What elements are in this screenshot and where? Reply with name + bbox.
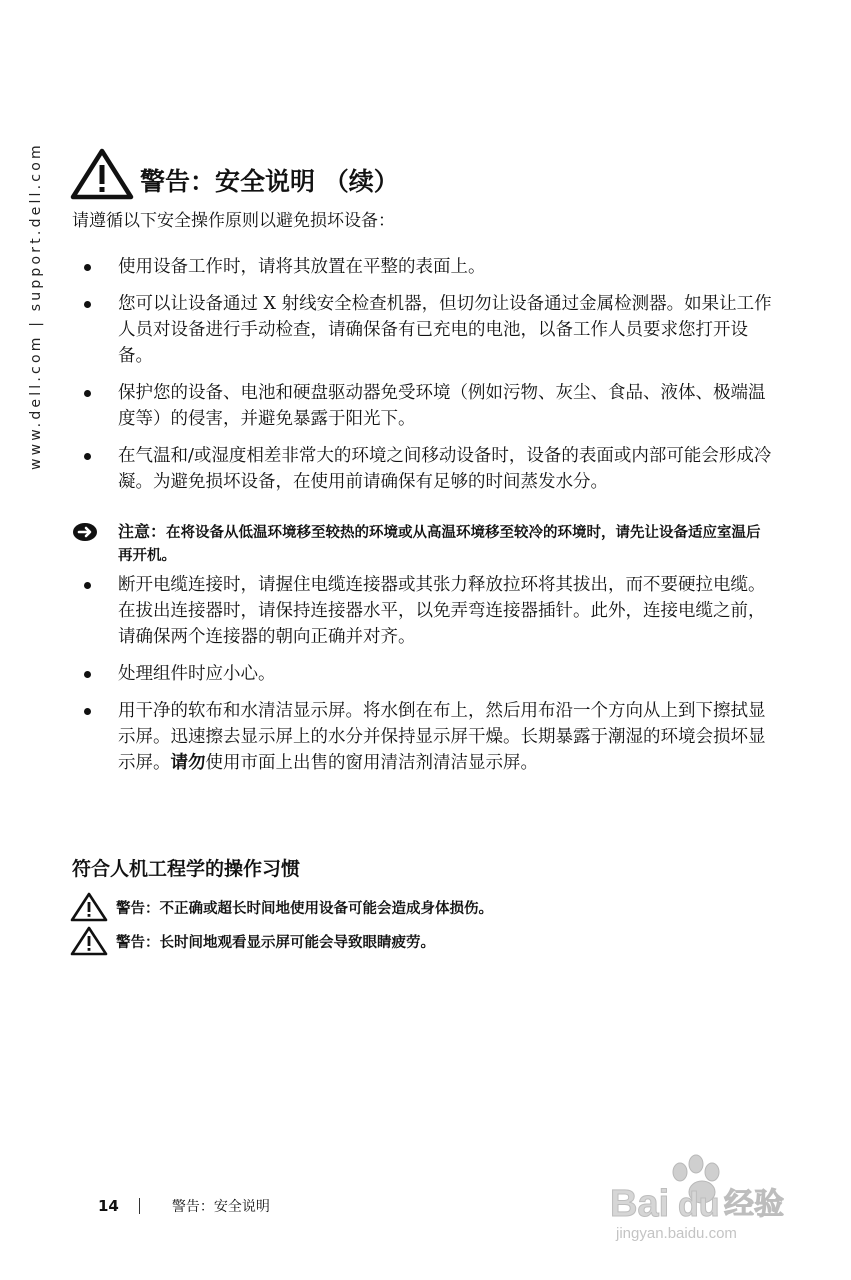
baidu-watermark xyxy=(608,1150,798,1246)
footer-title: 警告：安全说明 xyxy=(171,1199,270,1215)
notice-label: 注意： xyxy=(118,522,167,541)
side-url: www.dell.com | support.dell.com xyxy=(28,142,44,470)
page-heading xyxy=(70,148,399,200)
list-item: 您可以让设备通过 X 射线安全检查机器，但切勿让设备通过金属检测器。如果让工作人员对设备进行手动检查，请确保备有已充电的电池，以备工作人员要求您打开设备。 xyxy=(72,291,772,369)
page-title: 警告：安全说明 （续） xyxy=(140,167,399,196)
section-title: 符合人机工程学的操作习惯 xyxy=(72,858,301,880)
list-item: 处理组件时应小心。 xyxy=(72,661,772,687)
watermark-url: jingyan.baidu.com xyxy=(616,1225,737,1242)
handling-list xyxy=(72,572,772,787)
emphasis-text: 请勿 xyxy=(170,753,206,773)
footer-divider xyxy=(139,1198,140,1214)
intro-text: 请遵循以下安全操作原则以避免损坏设备： xyxy=(72,211,395,231)
watermark-brand-b: du xyxy=(678,1186,720,1224)
list-item: 使用设备工作时，请将其放置在平整的表面上。 xyxy=(72,254,772,280)
list-item: 断开电缆连接时，请握住电缆连接器或其张力释放拉环将其拔出，而不要硬拉电缆。在拔出连接器时，请保持连接器水平，以免弄弯连接器插针。此外，连接电缆之前，请确保两个连接器的朝向正确并对齐。 xyxy=(72,572,772,650)
precaution-list xyxy=(72,254,772,506)
list-item: 在气温和/或湿度相差非常大的环境之间移动设备时，设备的表面或内部可能会形成冷凝。为避免损坏设备，在使用前请确保有足够的时间蒸发水分。 xyxy=(72,443,772,495)
warning-triangle-icon xyxy=(70,926,108,956)
notice-box xyxy=(72,520,762,568)
warning-triangle-icon xyxy=(70,892,108,922)
watermark-brand-cn: 经验 xyxy=(724,1187,784,1222)
notice-icon xyxy=(72,520,118,550)
warning-item xyxy=(70,892,493,922)
watermark-brand-a: Bai xyxy=(610,1183,670,1225)
warning-triangle-icon xyxy=(70,148,134,200)
list-item: 保护您的设备、电池和硬盘驱动器免受环境（例如污物、灰尘、食品、液体、极端温度等）的侵害，并避免暴露于阳光下。 xyxy=(72,380,772,432)
notice-text: 注意：在将设备从低温环境移至较热的环境或从高温环境移至较冷的环境时，请先让设备适应室温后再开机。 xyxy=(118,522,761,564)
list-item: 用干净的软布和水清洁显示屏。将水倒在布上，然后用布沿一个方向从上到下擦拭显示屏。迅速擦去显示屏上的水分并保持显示屏干燥。长期暴露于潮湿的环境会损坏显示屏。请勿使用市面上出售的窗用清洁剂清洁显示屏。 xyxy=(72,698,772,776)
warning-item xyxy=(70,926,435,956)
warning-text: 警告：不正确或超长时间地使用设备可能会造成身体损伤。 xyxy=(116,900,493,917)
page-number: 14 xyxy=(98,1197,119,1215)
warning-text: 警告：长时间地观看显示屏可能会导致眼睛疲劳。 xyxy=(116,934,435,951)
page-footer xyxy=(98,1196,270,1216)
